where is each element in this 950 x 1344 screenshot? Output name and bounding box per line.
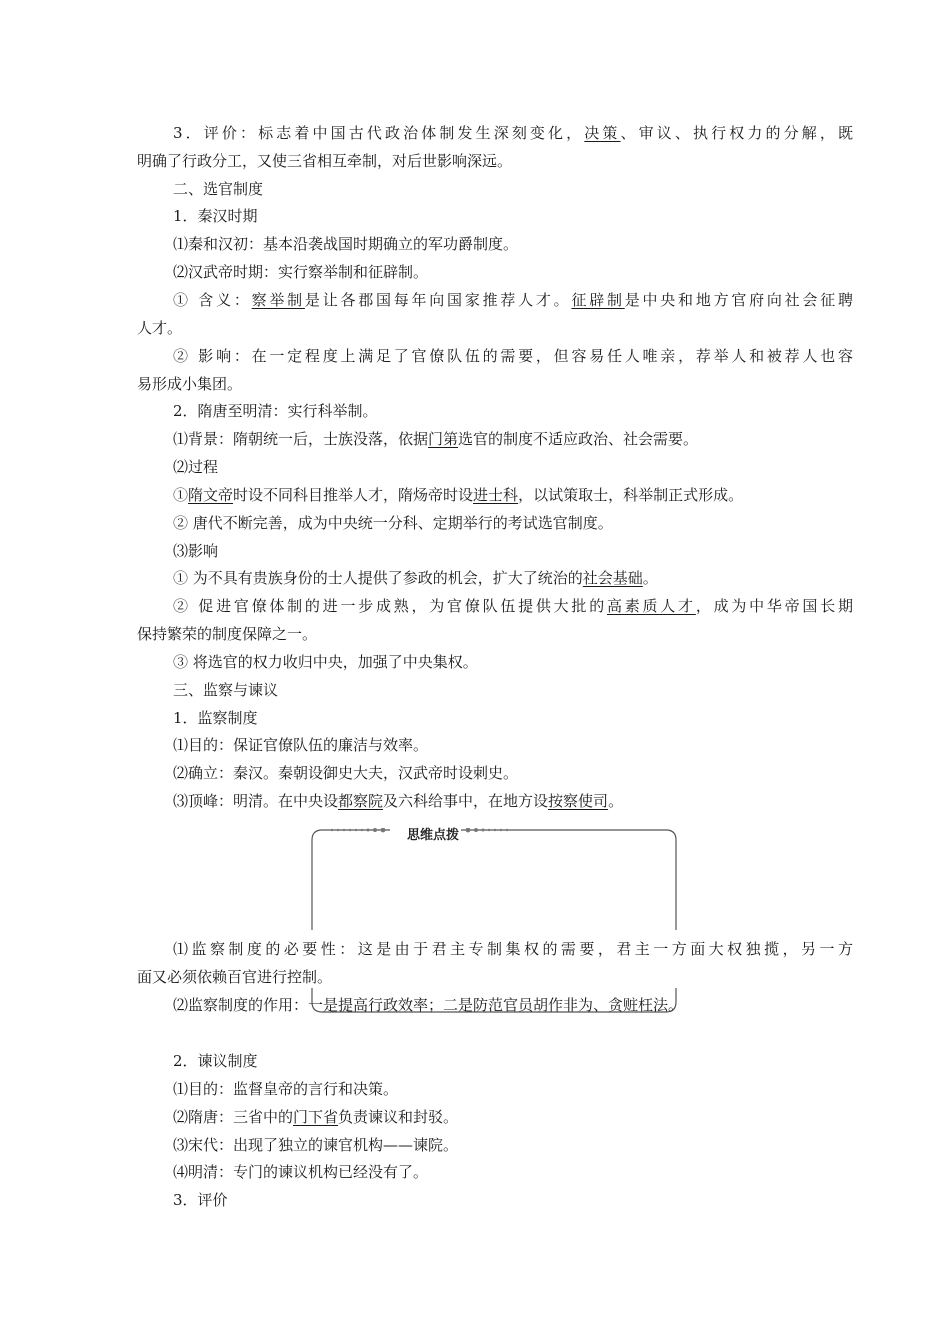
text-segment: ⑵监察制度的作用：一是提高行政效率；二是防范官员胡作非为、贪赃枉法。 bbox=[173, 996, 684, 1014]
text-segment: ① 为不具有贵族身份的士人提供了参政的机会，扩大了统治的 bbox=[173, 569, 583, 587]
text-line bbox=[137, 791, 853, 811]
section-heading bbox=[137, 680, 853, 700]
text-line bbox=[137, 596, 853, 616]
text-segment: ⑶顶峰：明清。在中央设 bbox=[173, 792, 339, 810]
text-line bbox=[137, 763, 853, 783]
key-term: 隋文帝 bbox=[188, 486, 234, 504]
text-segment: ，以试策取士，科举制正式形成。 bbox=[518, 486, 744, 504]
subsection-heading bbox=[137, 401, 853, 421]
text-line bbox=[137, 151, 817, 171]
text-segment: ⑵过程 bbox=[173, 458, 219, 476]
text-line bbox=[137, 457, 853, 477]
text-segment: ，成为中华帝国长期 bbox=[695, 597, 853, 615]
text-line bbox=[137, 1162, 853, 1182]
text-segment: 选官的制度不适应政治、社会需要。 bbox=[458, 430, 699, 448]
key-term: 社会基础 bbox=[582, 569, 643, 587]
text-segment: ② 唐代不断完善，成为中央统一分科、定期举行的考试选官制度。 bbox=[173, 514, 613, 532]
text-line bbox=[137, 939, 853, 959]
text-segment: 二、选官制度 bbox=[173, 180, 264, 198]
text-segment: 。 bbox=[642, 569, 658, 587]
text-segment: 、审议、执行权力的分解，既 bbox=[620, 124, 853, 142]
subsection-heading bbox=[137, 1190, 853, 1210]
text-segment: 面又必须依赖百官进行控制。 bbox=[137, 968, 333, 986]
callout-title: 思维点拨 bbox=[405, 824, 461, 843]
text-segment: 是中央和地方官府向社会征聘 bbox=[624, 291, 853, 309]
text-segment: ① 含义： bbox=[173, 291, 252, 309]
key-term: 高素质人才 bbox=[606, 597, 696, 615]
key-term: 决策 bbox=[584, 124, 621, 142]
text-segment: ② 影响：在一定程度上满足了官僚队伍的需要，但容易任人唯亲，荐举人和被荐人也容 bbox=[173, 347, 853, 365]
text-line bbox=[137, 123, 853, 143]
text-line bbox=[137, 568, 853, 588]
text-segment: 易形成小集团。 bbox=[137, 375, 243, 393]
text-line bbox=[137, 513, 853, 533]
text-segment: ⑴目的：保证官僚队伍的廉洁与效率。 bbox=[173, 736, 429, 754]
text-segment: 2．隋唐至明清：实行科举制。 bbox=[173, 402, 378, 420]
text-segment: 是让各郡国每年向国家推荐人才。 bbox=[304, 291, 572, 309]
text-segment: ⑵汉武帝时期：实行察举制和征辟制。 bbox=[173, 263, 429, 281]
text-line bbox=[137, 967, 817, 987]
text-segment: 人才。 bbox=[137, 319, 183, 337]
text-segment: ⑴背景：隋朝统一后，士族没落，依据 bbox=[173, 430, 429, 448]
text-segment: 时设不同科目推举人才，隋炀帝时设 bbox=[233, 486, 474, 504]
text-segment: 3．评价 bbox=[173, 1191, 228, 1209]
text-line bbox=[137, 652, 853, 672]
text-segment: 负责谏议和封驳。 bbox=[338, 1108, 459, 1126]
text-line bbox=[137, 374, 817, 394]
text-segment: 2．谏议制度 bbox=[173, 1052, 258, 1070]
text-segment: ⑶影响 bbox=[173, 542, 219, 560]
text-line bbox=[137, 346, 853, 366]
text-segment: ⑴监察制度的必要性：这是由于君主专制集权的需要，君主一方面大权独揽，另一方 bbox=[173, 940, 853, 958]
subsection-heading bbox=[137, 1051, 853, 1071]
text-line bbox=[137, 624, 817, 644]
text-segment: ⑶宋代：出现了独立的谏官机构——谏院。 bbox=[173, 1136, 459, 1154]
key-term: 进士科 bbox=[473, 486, 519, 504]
key-term: 都察院 bbox=[338, 792, 384, 810]
key-term: 按察使司 bbox=[548, 792, 609, 810]
text-segment: ⑴目的：监督皇帝的言行和决策。 bbox=[173, 1080, 399, 1098]
text-segment: 3．评价：标志着中国古代政治体制发生深刻变化， bbox=[173, 124, 585, 142]
text-segment: ⑵确立：秦汉。秦朝设御史大夫，汉武帝时设刺史。 bbox=[173, 764, 519, 782]
text-segment: ⑷明清：专门的谏议机构已经没有了。 bbox=[173, 1163, 429, 1181]
key-term: 察举制 bbox=[251, 291, 305, 309]
subsection-heading bbox=[137, 708, 853, 728]
subsection-heading bbox=[137, 206, 853, 226]
text-segment: ⑵隋唐：三省中的 bbox=[173, 1108, 294, 1126]
text-line bbox=[137, 541, 853, 561]
text-line bbox=[137, 1079, 853, 1099]
text-segment: 1．监察制度 bbox=[173, 709, 258, 727]
text-line bbox=[137, 485, 853, 505]
text-segment: ③ 将选官的权力收归中央，加强了中央集权。 bbox=[173, 653, 478, 671]
key-term: 征辟制 bbox=[571, 291, 625, 309]
text-segment: 三、监察与谏议 bbox=[173, 681, 279, 699]
text-segment: 。 bbox=[608, 792, 624, 810]
text-line bbox=[137, 290, 853, 310]
text-line bbox=[137, 262, 853, 282]
key-term: 门第 bbox=[428, 430, 459, 448]
text-line bbox=[137, 1107, 853, 1127]
text-segment: 明确了行政分工，又使三省相互牵制，对后世影响深远。 bbox=[137, 152, 513, 170]
text-line bbox=[137, 318, 817, 338]
text-line bbox=[137, 429, 853, 449]
key-term: 门下省 bbox=[293, 1108, 339, 1126]
text-segment: ① bbox=[173, 486, 189, 504]
section-heading bbox=[137, 179, 853, 199]
text-segment: ⑴秦和汉初：基本沿袭战国时期确立的军功爵制度。 bbox=[173, 235, 519, 253]
text-segment: 及六科给事中，在地方设 bbox=[383, 792, 549, 810]
text-line bbox=[137, 995, 853, 1015]
text-line bbox=[137, 735, 853, 755]
text-segment: ② 促进官僚体制的进一步成熟，为官僚队伍提供大批的 bbox=[173, 597, 607, 615]
text-line bbox=[137, 1135, 853, 1155]
text-line bbox=[137, 234, 853, 254]
text-segment: 1．秦汉时期 bbox=[173, 207, 258, 225]
text-segment: 保持繁荣的制度保障之一。 bbox=[137, 625, 318, 643]
